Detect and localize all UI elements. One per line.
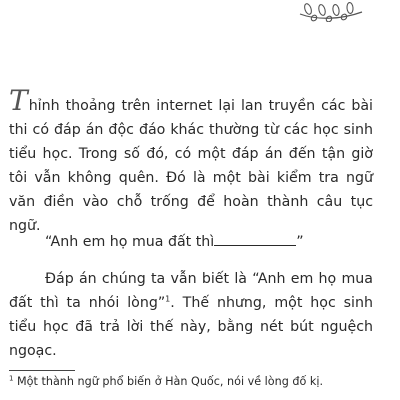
footnote — [9, 374, 389, 390]
footnote-text: Một thành ngữ phổ biến ở Hàn Quốc, nói về lòng đố kị. — [13, 375, 324, 388]
drop-cap-letter: T — [9, 84, 28, 117]
paragraph-answer-text-end: . Thế nhưng, một học sinh tiểu học đã trả lời thế này, bằng nét bút nguệch ngoạc. — [9, 295, 373, 359]
blank-line — [214, 232, 296, 246]
footnote-divider — [9, 370, 75, 371]
paragraph-intro-text: hỉnh thoảng trên internet lại lan truyền các bài thi có đáp án độc đáo khác thường từ các học sinh tiểu học. Trong số đó, có một đáp án đến tận giờ tôi vẫn không quên. Đó là một bài kiểm tra ngữ văn điền vào chỗ trống để hoàn thành câu tục ngữ. — [9, 98, 373, 234]
proverb-fill-in-blank — [9, 230, 373, 254]
leaf-vine-ornament-icon — [296, 0, 364, 22]
paragraph-answer-text-start: Đáp án chúng ta vẫn biết là “Anh em họ mua đất thì ta nhói lòng” — [9, 271, 373, 311]
proverb-prompt-text: “Anh em họ mua đất thì — [45, 234, 215, 250]
paragraph-answer — [9, 267, 373, 363]
footnote-reference: 1 — [165, 294, 171, 304]
paragraph-intro — [9, 84, 373, 238]
footnote-number: 1 — [9, 374, 14, 383]
closing-quote: ” — [296, 234, 304, 250]
